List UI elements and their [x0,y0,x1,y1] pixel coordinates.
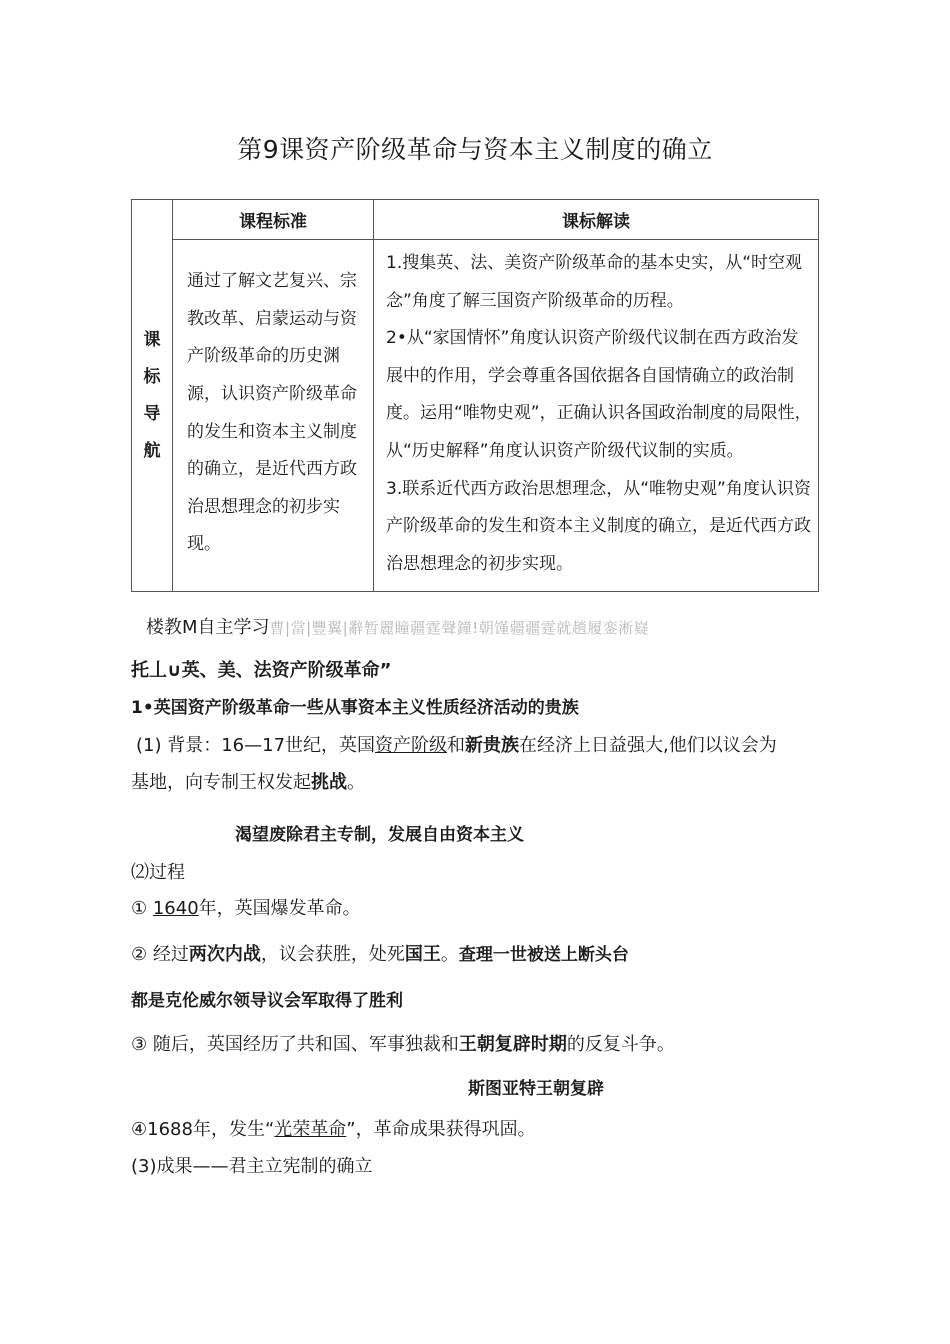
background-line2-suffix: 。 [347,772,365,793]
banner-text: 楼教M自主学习 [146,617,270,638]
step3-prefix: ③ 随后，英国经历了共和国、军事独裁和 [131,1034,459,1055]
process-label: ⑵过程 [131,862,185,883]
note-cromwell: 都是克伦威尔领导议会军取得了胜利 [131,991,403,1011]
step2-suffix: 。 [440,944,459,965]
reading-cell [374,240,819,592]
side-char: 航 [143,440,161,461]
background-line-1 [136,731,777,757]
term-restoration: 王朝复辟时期 [458,1034,567,1055]
process-step-4 [131,1115,536,1141]
nav-side-label [132,200,173,592]
step4-prefix: ④1688年，发生“ [131,1119,275,1140]
background-prefix: (1) 背景：16—17世纪，英国 [136,735,376,756]
term-glorious-revolution: 光荣革命 [274,1119,347,1140]
reading-point: 2•从“家国情怀”角度认识资产阶级代议制在西方政治发展中的作用，学会尊重各国依据各自国情确立的政治制度。运用“唯物史观”，正确认识各国政治制度的局限性，从“历史解释”角度认识资产阶级代议制的实质。 [386,328,812,461]
step2-mid: ，议会获胜，处死 [260,944,405,965]
step2-prefix: ② 经过 [131,944,189,965]
lesson-title: 第9课资产阶级革命与资本主义制度的确立 [237,135,713,164]
side-char: 课 [143,329,161,350]
step1-prefix: ① [131,898,153,919]
column-header-standard: 课程标准 [173,200,374,240]
column-header-reading: 课标解读 [374,200,819,240]
year-1640: 1640 [152,898,199,919]
term-two-civil-wars: 两次内战 [188,944,261,965]
subsection-title: 1•英国资产阶级革命 [131,698,290,718]
standard-text: 通过了解文艺复兴、宗教改革、启蒙运动与资产阶级革命的历史渊源，认识资产阶级革命的发生和资本主义制度的确立，是近代西方政治思想理念的初步实现。 [173,240,374,592]
subsection-1 [131,693,579,718]
curriculum-nav-table [131,199,819,592]
note-abolish-monarchy: 渴望废除君主专制，发展自由资本主义 [235,825,524,845]
side-char: 标 [143,366,161,387]
step1-suffix: 年，英国爆发革命。 [198,898,361,919]
term-bourgeoisie: 资产阶级 [375,735,448,756]
reading-point: 1.搜集英、法、美资产阶级革命的基本史实，从“时空观念”角度了解三国资产阶级革命的历程。 [386,253,803,311]
result-line: (3)成果——君主立宪制的确立 [131,1156,373,1177]
step2-note: 查理一世被送上断头台 [458,945,629,965]
banner-faint-text: 曹|當|豐翼|辭暂麗瞳疆霆聲鐘!朝馑疆疆霆就趟履銮淅嶷 [269,619,650,637]
term-king: 国王 [404,944,441,965]
process-step-3 [131,1030,675,1056]
process-step-1 [131,894,361,920]
note-stuart-restoration: 斯图亚特王朝复辟 [468,1079,604,1099]
background-line-2 [131,768,365,794]
process-step-2 [131,940,629,966]
section-heading: 托丄∪英、美、法资产阶级革命” [131,660,392,681]
subsection-note: 一些从事资本主义性质经济活动的贵族 [289,698,579,718]
background-mid: 和 [447,735,466,756]
background-suffix: 在经济上日益强大,他们以议会为 [519,735,777,756]
step4-suffix: ”，革命成果获得巩固。 [346,1119,536,1140]
side-char: 导 [143,403,161,424]
term-challenge: 挑战 [311,772,347,793]
background-line2-prefix: 基地，向专制王权发起 [131,772,311,793]
reading-point: 3.联系近代西方政治思想理念，从“唯物史观”角度认识资产阶级革命的发生和资本主义制度的确立，是近代西方政治思想理念的初步实现。 [386,478,811,574]
term-new-nobility: 新贵族 [465,735,520,756]
step3-suffix: 的反复斗争。 [566,1034,675,1055]
self-study-banner [146,613,649,639]
